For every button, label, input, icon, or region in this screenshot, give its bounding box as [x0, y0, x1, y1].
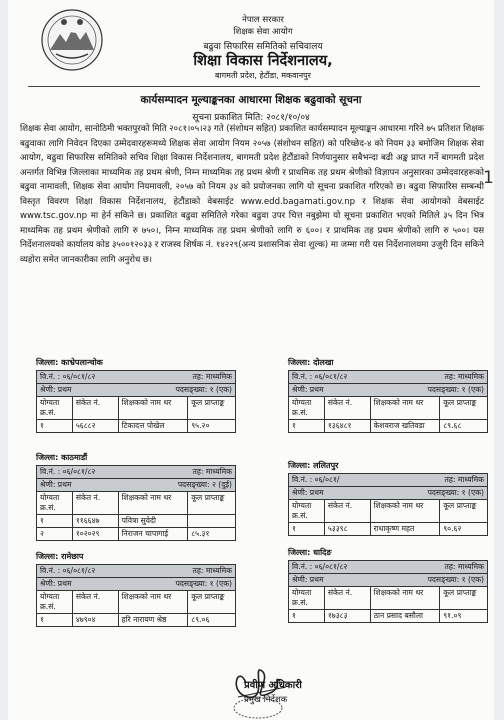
district-block — [288, 460, 488, 536]
district-table — [36, 465, 236, 541]
signatory-role: प्रमुख निर्देशक — [244, 695, 288, 705]
cell-name: केशवराज खतिवडा — [370, 420, 440, 433]
col-header-rank: योग्यता क्र.सं. — [289, 500, 325, 523]
ad-number: वि.नं. : ०६/०८१/ — [292, 475, 340, 484]
ad-number: वि.नं. : ०६/०८१/८२ — [40, 372, 96, 381]
cell-symbol: १०२०२९ — [72, 528, 118, 541]
header-line-3: बढुवा सिफारिस समितिको सचिवालय — [203, 42, 323, 52]
district-block — [36, 452, 236, 541]
table-header-row — [37, 397, 236, 420]
cell-symbol: १३६४८१ — [324, 420, 370, 433]
table-header-row — [289, 397, 488, 420]
district-title: जिल्ला: धादिङ — [288, 548, 332, 557]
col-header-total: कूल प्राप्ताङ्क — [188, 591, 236, 614]
cell-rank: १ — [37, 420, 73, 433]
table-header-row — [37, 492, 236, 515]
col-header-total: कूल प्राप्ताङ्क — [440, 500, 488, 523]
cell-symbol: ११६६४७ — [72, 515, 118, 528]
table-header-row — [37, 591, 236, 614]
cell-rank: १ — [37, 515, 73, 528]
post-count: पदसङ्ख्या: १ (एक) — [175, 385, 232, 394]
cell-name: टिकादत्त पोखेल — [118, 420, 188, 433]
col-header-name: शिक्षकको नाम थर — [118, 492, 188, 515]
cell-rank: १ — [289, 523, 325, 536]
cell-rank: १ — [37, 614, 73, 627]
ad-number: वि.नं. : ०६/०८१/८२ — [292, 372, 348, 381]
district-block — [36, 357, 236, 433]
table-header-row — [289, 500, 488, 523]
header-office-name: शिक्षा विकास निर्देशनालय, — [193, 53, 333, 69]
header-divider — [28, 86, 480, 87]
district-block — [36, 551, 236, 627]
col-header-rank: योग्यता क्र.सं. — [37, 397, 73, 420]
col-header-symbol: संकेत नं. — [72, 397, 118, 420]
cell-total: ८५.३१ — [188, 528, 236, 541]
col-header-symbol: संकेत नं. — [324, 500, 370, 523]
col-header-name: शिक्षकको नाम थर — [118, 591, 188, 614]
col-header-rank: योग्यता क्र.सं. — [37, 492, 73, 515]
col-header-symbol: संकेत नं. — [324, 397, 370, 420]
cell-total: ९१.०९ — [440, 610, 488, 623]
table-row — [289, 523, 488, 536]
post-count: पदसङ्ख्या: १ (एक) — [175, 579, 232, 588]
cell-symbol: १७३८३ — [324, 610, 370, 623]
table-meta-row — [289, 561, 488, 574]
cell-rank: १ — [289, 420, 325, 433]
table-row — [289, 420, 488, 433]
cell-symbol: ५६८८२ — [72, 420, 118, 433]
table-row — [37, 515, 236, 528]
level-label: तह: माध्यमिक — [192, 372, 232, 381]
table-meta-row — [37, 565, 236, 578]
col-header-name: शिक्षकको नाम थर — [370, 587, 440, 610]
table-row — [37, 614, 236, 627]
ad-number: वि.नं. : ०६/०८१/८२ — [40, 566, 96, 575]
level-label: तह: माध्यमिक — [192, 467, 232, 476]
col-header-name: शिक्षकको नाम थर — [370, 397, 440, 420]
header-address: बागमती प्रदेश, हेटौंडा, मकवानपुर — [215, 71, 311, 80]
table-row — [37, 420, 236, 433]
ad-number: वि.नं. : ०६/०८१/८२ — [292, 562, 348, 571]
cell-name: निराजन चापागाई — [118, 528, 188, 541]
government-emblem-icon — [40, 8, 104, 72]
grade-label: श्रेणी: प्रथम — [292, 385, 324, 394]
col-header-symbol: संकेत नं. — [72, 492, 118, 515]
header-line-2: शिक्षक सेवा आयोग — [233, 27, 293, 37]
ad-number: वि.नं. : ०६/०८१/८२ — [40, 467, 96, 476]
col-header-total: कूल प्राप्ताङ्क — [188, 492, 236, 515]
cell-symbol: ५३३९८ — [324, 523, 370, 536]
table-meta-row — [289, 371, 488, 384]
col-header-rank: योग्यता क्र.सं. — [289, 587, 325, 610]
level-label: तह: माध्यमिक — [192, 566, 232, 575]
district-title: जिल्ला: दोलखा — [288, 358, 334, 367]
cell-total: ९०.६२ — [440, 523, 488, 536]
page-number: 1 — [483, 168, 494, 188]
notice-paper — [8, 0, 494, 720]
district-title: जिल्ला: रामेछाप — [36, 552, 84, 561]
col-header-symbol: संकेत नं. — [72, 591, 118, 614]
cell-name: हरि नारायण श्रेष्ठ — [118, 614, 188, 627]
district-table — [36, 564, 236, 627]
col-header-total: कूल प्राप्ताङ्क — [440, 587, 488, 610]
district-title: जिल्ला: काठमाडौं — [36, 453, 88, 462]
level-label: तह: माध्यमिक — [444, 372, 484, 381]
district-block — [288, 547, 488, 623]
table-row — [37, 528, 236, 541]
col-header-name: शिक्षकको नाम थर — [118, 397, 188, 420]
header-line-1: नेपाल सरकार — [242, 15, 284, 25]
district-table — [288, 473, 488, 536]
district-table — [288, 560, 488, 623]
cell-total — [188, 515, 236, 528]
district-title: जिल्ला: ललितपुर — [288, 461, 339, 470]
district-block — [288, 357, 488, 433]
grade-label: श्रेणी: प्रथम — [40, 480, 72, 489]
col-header-total: कूल प्राप्ताङ्क — [440, 397, 488, 420]
notice-title: कार्यसम्पादन मूल्याङ्कनका आधारमा शिक्षक बढुवाको सूचना — [140, 94, 362, 106]
cell-name: ठान प्रसाद बसौला — [370, 610, 440, 623]
cell-total: ८९.६८ — [440, 420, 488, 433]
cell-total: ८९.०६ — [188, 614, 236, 627]
grade-label: श्रेणी: प्रथम — [292, 575, 324, 584]
district-title: जिल्ला: काभ्रेपलान्चोक — [36, 358, 103, 367]
table-header-row — [289, 587, 488, 610]
cell-symbol: ४७९०४ — [72, 614, 118, 627]
table-meta-row — [37, 578, 236, 591]
grade-label: श्रेणी: प्रथम — [40, 579, 72, 588]
col-header-name: शिक्षकको नाम थर — [370, 500, 440, 523]
post-count: पदसङ्ख्या: १ (एक) — [427, 385, 484, 394]
cell-name: पवित्रा सुवेदी — [118, 515, 188, 528]
col-header-total: कूल प्राप्ताङ्क — [188, 397, 236, 420]
cell-name: राधाकृष्ण महत — [370, 523, 440, 536]
col-header-rank: योग्यता क्र.सं. — [37, 591, 73, 614]
table-meta-row — [37, 384, 236, 397]
grade-label: श्रेणी: प्रथम — [40, 385, 72, 394]
table-meta-row — [289, 474, 488, 487]
signatory-name: प्रवीण अधिकारी — [244, 680, 302, 691]
table-meta-row — [289, 487, 488, 500]
notice-body: शिक्षक सेवा आयोग, सानोठिमी भक्तपुरको मिति २०८१।०५।२३ गते (संशोधन सहित) प्रकाशित कार्यसम्पादन मूल्याङ्कन आधारमा गरिने ७५ प्रतिशत शिक्षक बढुवाका लागि निवेदन दिएका उम्मेदवारहरूमध्ये शिक्षक सेवा आयोग नियम २०५७ (संशोधन सहित) को परिच्छेद-४ को नियम ३३ बमोजिम शिक्षक सेवा आयोग, बढुवा सिफारिस समितिको सचिव शिक्षा विकास निर्देशनालय, बागमती प्रदेश हेटौंडाको निर्णयानुसार सबैभन्दा बढी अङ्क प्राप्त गर्ने बागमती प्रदेश अन्तर्गत विभिन्न जिल्लाका माध्यमिक तह प्रथम श्रेणी, निम्न माध्यमिक तह प्रथम श्रेणी र प्राथमिक तह प्रथम श्रेणीको विज्ञापन अनुसारका उम्मेदवारहरूको बढुवा नामावली, शिक्षक सेवा आयोग नियमावली, २०५७ को नियम ३४ को प्रयोजनका लागि यो सूचना प्रकाशित गरिएको छ। बढुवा सिफारिस सम्बन्धी विस्तृत विवरण शिक्षा विकास निर्देशनालय, हेटौंडाको वेबसाईट www.edd.bagamati.gov.np र शिक्षक सेवा आयोगको वेबसाईट www.tsc.gov.np मा हेर्न सकिने छ। प्रकाशित बढुवा समितिले गरेका बढुवा उपर चित्त नबुझेमा यो सूचना प्रकाशित भएको मितिले ३५ दिन भित्र माध्यमिक तह प्रथम श्रेणीको लागि रु ७५०।, निम्न माध्यमिक तह प्रथम श्रेणीको लागि रु ६००। र प्राथमिक तह प्रथम श्रेणीको लागि रु ५००। यस निर्देशनालयको कार्यालय कोड ३५००१२०३३ र राजस्व शिर्षक नं. १४२२९(अन्य प्रशासनिक सेवा शुल्क) मा जम्मा गरी यस निर्देशनालयमा उजुरी दिन सकिने व्यहोरा समेत जानकारीका लागि अनुरोध छ। — [20, 124, 484, 265]
cell-total: ९५.२० — [188, 420, 236, 433]
publish-date: सूचना प्रकाशित मिति: २०८१/१०/०४ — [192, 113, 310, 123]
table-row — [289, 610, 488, 623]
col-header-rank: योग्यता क्र.सं. — [289, 397, 325, 420]
table-meta-row — [37, 466, 236, 479]
cell-rank: २ — [37, 528, 73, 541]
level-label: तह: माध्यमिक — [444, 562, 484, 571]
district-table — [288, 370, 488, 433]
table-meta-row — [289, 574, 488, 587]
post-count: पदसङ्ख्या: २ (दुई) — [177, 480, 232, 489]
district-table — [36, 370, 236, 433]
table-meta-row — [37, 371, 236, 384]
level-label: तह: माध्यमिक — [444, 475, 484, 484]
table-meta-row — [289, 384, 488, 397]
post-count: पदसङ्ख्या: १ (एक) — [427, 575, 484, 584]
grade-label: श्रेणी: प्रथम — [292, 488, 324, 497]
post-count: पदसङ्ख्या: १ (एक) — [427, 488, 484, 497]
col-header-symbol: संकेत नं. — [324, 587, 370, 610]
table-meta-row — [37, 479, 236, 492]
cell-rank: १ — [289, 610, 325, 623]
